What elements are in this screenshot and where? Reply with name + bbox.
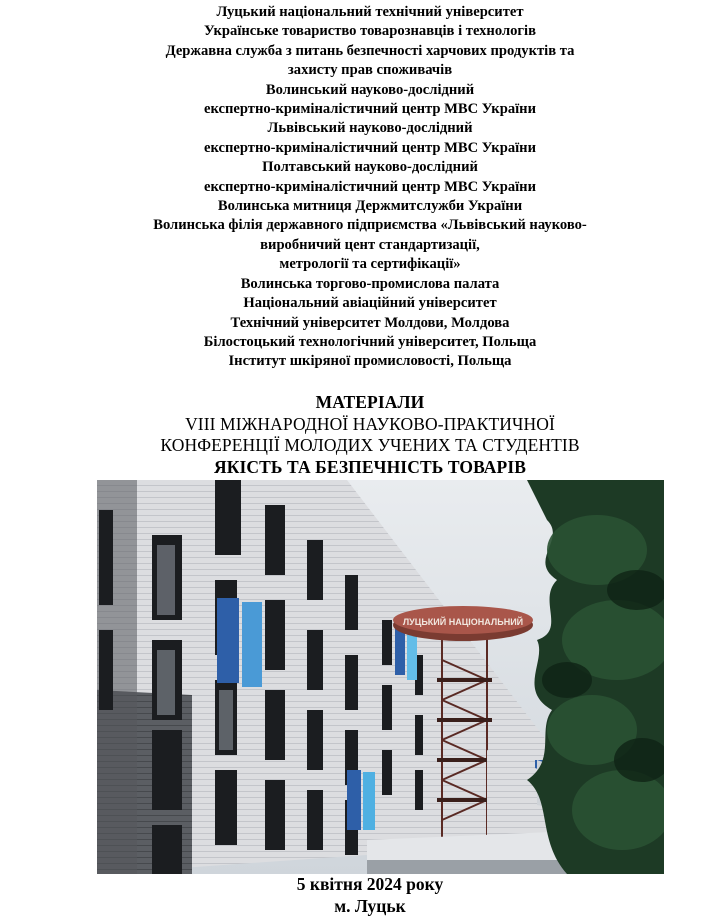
publication-date: 5 квітня 2024 року (296, 874, 444, 894)
organization-line: захисту прав споживачів (287, 62, 453, 79)
organizations-list (0, 3, 704, 372)
organization-line: експертно-криміналістичний центр МВС України (203, 178, 536, 195)
organization-line: експертно-криміналістичний центр МВС України (203, 101, 536, 118)
organization-line: Білостоцький технологічний університет, Польща (203, 333, 537, 350)
organization-line: Волинська митниця Держмитслужби України (217, 198, 523, 215)
conference-theme: ЯКІСТЬ ТА БЕЗПЕЧНІСТЬ ТОВАРІВ (213, 456, 527, 477)
conference-line-1: VIII МІЖНАРОДНОЇ НАУКОВО-ПРАКТИЧНОЇ (185, 413, 555, 434)
organization-line: Волинська торгово-промислова палата (240, 275, 500, 292)
organization-line: Львівський науково-дослідний (267, 120, 473, 137)
organization-line: метрології та сертифікації» (279, 256, 461, 273)
materials-heading (0, 392, 704, 478)
university-building-photo (97, 480, 664, 874)
organization-line: Державна служба з питань безпечності харчових продуктів та (165, 42, 575, 59)
organization-line: Інститут шкіряної промисловості, Польща (228, 353, 512, 370)
conference-line-2: КОНФЕРЕНЦІЇ МОЛОДИХ УЧЕНИХ ТА СТУДЕНТІВ (160, 435, 580, 455)
materials-title: МАТЕРІАЛИ (315, 392, 425, 412)
organization-line: Полтавський науково-дослідний (262, 159, 478, 176)
organization-line: виробничий цент стандартизації, (260, 236, 480, 253)
organization-line: Волинський науково-дослідний (265, 81, 475, 98)
building-sign-text: ЛУЦЬКИЙ НАЦІОНАЛЬНИЙ (402, 617, 524, 627)
publication-city: м. Луцьк (334, 895, 406, 916)
organization-line: Українське товариство товарознавців і технологів (203, 23, 536, 40)
organization-line: Волинська філія державного підприємства «Львівський науково- (153, 217, 587, 234)
publication-footer (0, 874, 704, 917)
organization-line: експертно-криміналістичний центр МВС України (203, 139, 536, 156)
organization-line: Національний авіаційний університет (243, 295, 497, 312)
organization-line: Луцький національний технічний університет (216, 4, 524, 20)
organization-line: Технічний університет Молдови, Молдова (230, 314, 510, 331)
